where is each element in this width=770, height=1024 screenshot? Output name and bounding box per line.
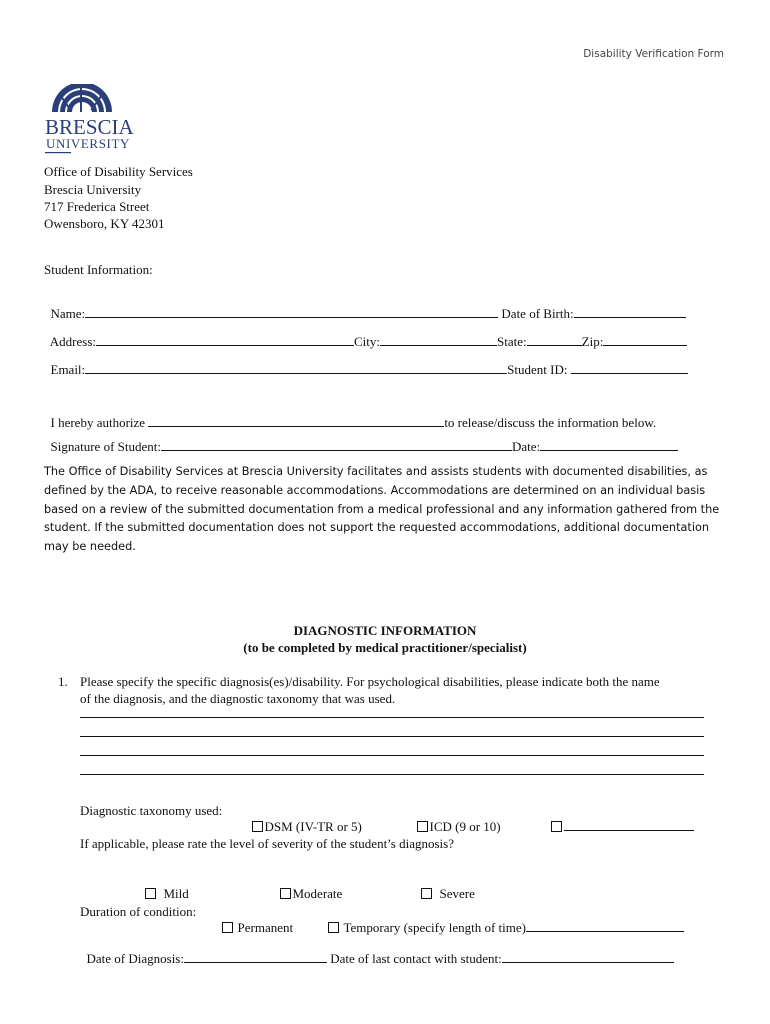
- student-id-label: Student ID:: [507, 362, 568, 377]
- dob-label: Date of Birth:: [501, 306, 574, 321]
- email-label: Email:: [50, 362, 86, 377]
- diagnostic-subtitle: (to be completed by medical practitioner/specialist): [243, 640, 527, 655]
- severe-label: Severe: [439, 886, 475, 901]
- state-label: State:: [497, 334, 527, 349]
- temporary-label: Temporary (specify length of time): [343, 920, 526, 935]
- temporary-checkbox[interactable]: [328, 922, 339, 933]
- address-line-3: 717 Frederica Street: [44, 199, 150, 214]
- authorize-prefix: I hereby authorize: [50, 415, 146, 430]
- duration-option-temporary[interactable]: [321, 904, 684, 936]
- date-of-diagnosis-label: Date of Diagnosis:: [86, 951, 184, 966]
- severity-option-moderate[interactable]: [273, 870, 342, 902]
- temporary-length-field[interactable]: [526, 921, 684, 932]
- dsm-label: DSM (IV-TR or 5): [264, 819, 362, 834]
- moderate-label: Moderate: [292, 886, 343, 901]
- severe-checkbox[interactable]: [421, 888, 432, 899]
- address-line-1: Office of Disability Services: [44, 164, 193, 179]
- policy-paragraph: The Office of Disability Services at Brescia University facilitates and assists students with documented disabilities, as defined by the ADA, to receive reasonable accommodations. Accommodations are determined on an individual basis based on a review of the submitted documentation from a medical professional and any information gathered from the student. If the submitted documentation does not support the requested accommodations, additional documentation may be needed.: [44, 465, 720, 554]
- taxonomy-option-other[interactable]: [544, 803, 694, 835]
- student-id-field[interactable]: [571, 363, 688, 374]
- taxonomy-label: Diagnostic taxonomy used:: [80, 803, 223, 818]
- moderate-checkbox[interactable]: [280, 888, 291, 899]
- severity-option-mild[interactable]: [138, 870, 189, 902]
- permanent-checkbox[interactable]: [222, 922, 233, 933]
- other-taxonomy-checkbox[interactable]: [551, 821, 562, 832]
- diagnostic-title: DIAGNOSTIC INFORMATION: [293, 623, 477, 638]
- address-line-4: Owensboro, KY 42301: [44, 216, 165, 231]
- severity-question: If applicable, please rate the level of severity of the student’s diagnosis?: [80, 836, 454, 851]
- diagnosis-line-4[interactable]: [80, 764, 704, 775]
- signature-field[interactable]: [161, 440, 512, 451]
- taxonomy-option-icd[interactable]: [410, 803, 501, 835]
- other-taxonomy-field[interactable]: [564, 820, 694, 831]
- severity-option-severe[interactable]: [414, 870, 475, 902]
- logo-emblem-icon: [44, 84, 154, 156]
- brescia-logo: [44, 84, 154, 156]
- name-label: Name:: [50, 306, 86, 321]
- q1-text-line-1: Please specify the specific diagnosis(es)/disability. For psychological disabilities, please indicate both the name: [80, 674, 660, 689]
- last-contact-label: Date of last contact with student:: [330, 951, 502, 966]
- signature-row: [44, 423, 678, 455]
- zip-label: Zip:: [581, 334, 604, 349]
- dsm-checkbox[interactable]: [252, 821, 263, 832]
- diagnosis-line-1[interactable]: [80, 707, 704, 718]
- dob-field[interactable]: [574, 307, 686, 318]
- mild-label: Mild: [163, 886, 189, 901]
- icd-label: ICD (9 or 10): [429, 819, 501, 834]
- taxonomy-option-dsm[interactable]: [245, 803, 362, 835]
- dates-row: [80, 935, 674, 967]
- logo-subtitle: UNIVERSITY: [46, 136, 130, 151]
- authorize-suffix: to release/discuss the information below.: [444, 415, 657, 430]
- icd-checkbox[interactable]: [417, 821, 428, 832]
- signature-date-label: Date:: [512, 439, 541, 454]
- mild-checkbox[interactable]: [145, 888, 156, 899]
- city-label: City:: [354, 334, 381, 349]
- city-field[interactable]: [380, 335, 497, 346]
- form-header-title: Disability Verification Form: [583, 48, 724, 60]
- address-line-2: Brescia University: [44, 182, 142, 197]
- logo-wordmark: BRESCIA: [45, 115, 134, 139]
- signature-label: Signature of Student:: [50, 439, 161, 454]
- email-row: [44, 346, 688, 378]
- name-field[interactable]: [85, 307, 498, 318]
- date-of-diagnosis-field[interactable]: [184, 952, 327, 963]
- student-info-heading: Student Information:: [44, 262, 153, 277]
- duration-label: Duration of condition:: [80, 904, 197, 919]
- signature-date-field[interactable]: [540, 440, 678, 451]
- email-field[interactable]: [85, 363, 507, 374]
- permanent-label: Permanent: [237, 920, 294, 935]
- diagnosis-line-3[interactable]: [80, 745, 704, 756]
- diagnosis-line-2[interactable]: [80, 726, 704, 737]
- duration-option-permanent[interactable]: [215, 904, 293, 936]
- state-field[interactable]: [527, 335, 582, 346]
- q1-text-line-2: of the diagnosis, and the diagnostic taxonomy that was used.: [80, 691, 396, 706]
- zip-field[interactable]: [603, 335, 687, 346]
- last-contact-field[interactable]: [502, 952, 674, 963]
- address-field[interactable]: [96, 335, 354, 346]
- q1-number: 1.: [58, 674, 68, 689]
- address-label: Address:: [49, 334, 97, 349]
